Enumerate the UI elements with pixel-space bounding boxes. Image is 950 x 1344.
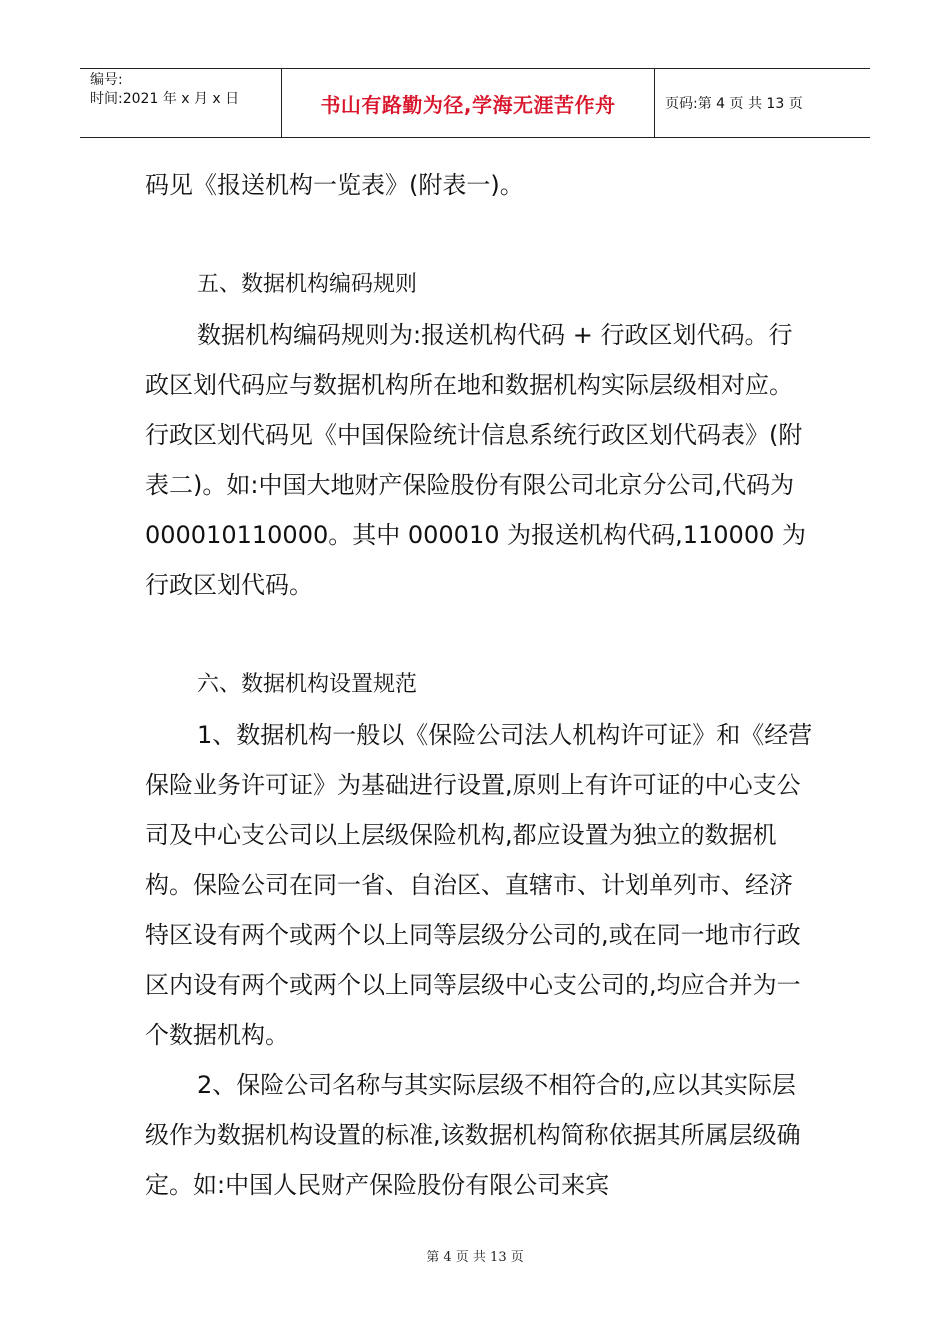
document-number-label: 编号: xyxy=(90,72,123,88)
section-5-paragraph: 数据机构编码规则为:报送机构代码 + 行政区划代码。行政区划代码应与数据机构所在地和数据机构实际层级相对应。行政区划代码见《中国保险统计信息系统行政区划代码表》(附表二)。如:中国大地财产保险股份有限公司北京分公司,代码为 000010110000。其中 000010 为报送机构代码,110000 为行政区划代码。 xyxy=(145,321,806,599)
header-left-cell xyxy=(80,69,282,137)
header-page-label: 页码:第 4 页 共 13 页 xyxy=(665,96,803,112)
page-header-table xyxy=(80,68,870,138)
page-footer: 第 4 页 共 13 页 xyxy=(426,1250,524,1265)
document-body xyxy=(145,160,815,1210)
section-6-item-2: 2、保险公司名称与其实际层级不相符合的,应以其实际层级作为数据机构设置的标准,该数据机构简称依据其所属层级确定。如:中国人民财产保险股份有限公司来宾 xyxy=(145,1071,801,1199)
section-heading-6: 六、数据机构设置规范 xyxy=(197,672,418,697)
spacer xyxy=(145,610,815,660)
section-6-item-1: 1、数据机构一般以《保险公司法人机构许可证》和《经营保险业务许可证》为基础进行设置,原则上有许可证的中心支公司及中心支公司以上层级保险机构,都应设置为独立的数据机构。保险公司在同一省、自治区、直辖市、计划单列市、经济特区设有两个或两个以上同等层级分公司的,或在同一地市行政区内设有两个或两个以上同等层级中心支公司的,均应合并为一个数据机构。 xyxy=(145,721,813,1049)
section-heading-5: 五、数据机构编码规则 xyxy=(197,272,418,297)
header-motto: 书山有路勤为径,学海无涯苦作舟 xyxy=(282,69,655,137)
document-date-label: 时间:2021 年 x 月 x 日 xyxy=(90,91,240,107)
spacer xyxy=(145,210,815,260)
paragraph-continuation: 码见《报送机构一览表》(附表一)。 xyxy=(145,171,524,199)
